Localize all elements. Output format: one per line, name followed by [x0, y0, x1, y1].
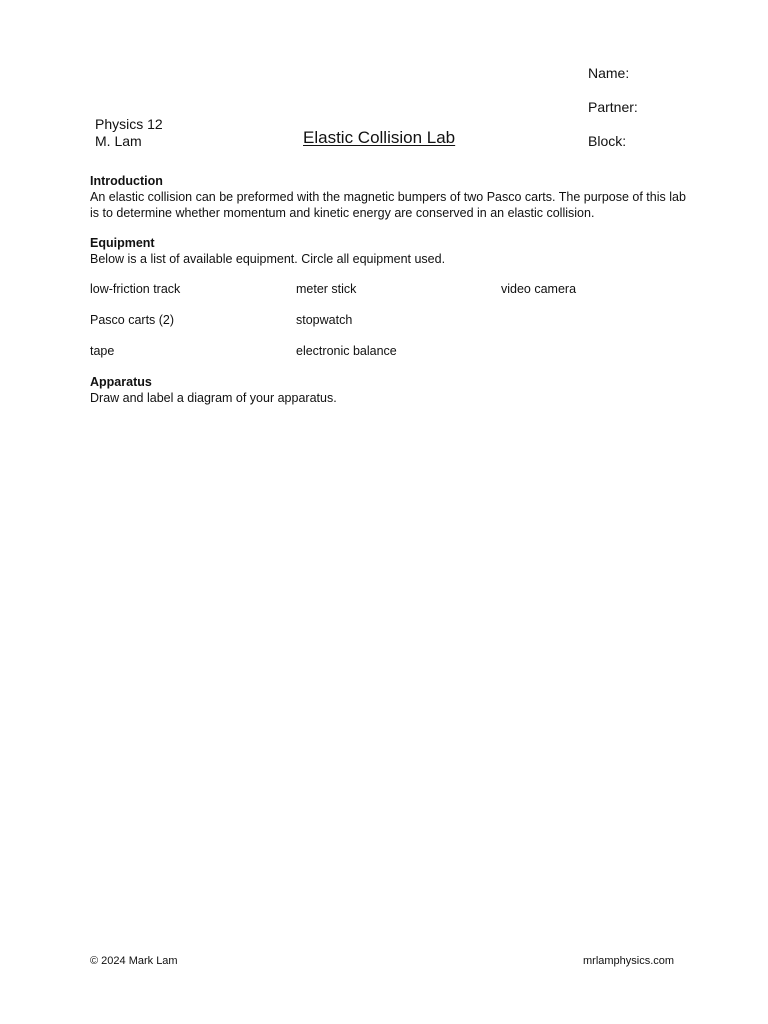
- equipment-item[interactable]: low-friction track: [90, 282, 181, 296]
- equipment-item[interactable]: video camera: [501, 282, 577, 296]
- course-name: Physics 12: [95, 116, 163, 132]
- footer-copyright: © 2024 Mark Lam: [90, 955, 178, 967]
- equipment-item[interactable]: Pasco carts (2): [90, 313, 175, 327]
- apparatus-heading: Apparatus: [90, 375, 152, 389]
- introduction-text: An elastic collision can be preformed with the magnetic bumpers of two Pasco carts. The purpose of this lab is to determine whether momentum and kinetic energy are conserved in an elastic collision.: [90, 190, 686, 220]
- equipment-item[interactable]: meter stick: [296, 282, 357, 296]
- teacher-name: M. Lam: [95, 133, 142, 149]
- apparatus-drawing-area[interactable]: [90, 415, 680, 935]
- equipment-item[interactable]: electronic balance: [296, 344, 397, 358]
- equipment-item[interactable]: stopwatch: [296, 313, 353, 327]
- footer-website: mrlamphysics.com: [583, 955, 675, 967]
- page-title: Elastic Collision Lab: [303, 128, 456, 147]
- equipment-instructions: Below is a list of available equipment. Circle all equipment used.: [90, 252, 446, 266]
- introduction-heading: Introduction: [90, 174, 163, 188]
- block-label: Block:: [588, 133, 627, 149]
- name-label: Name:: [588, 65, 630, 81]
- equipment-item[interactable]: tape: [90, 344, 115, 358]
- partner-label: Partner:: [588, 99, 638, 115]
- equipment-heading: Equipment: [90, 236, 155, 250]
- apparatus-instructions: Draw and label a diagram of your apparatus.: [90, 391, 337, 405]
